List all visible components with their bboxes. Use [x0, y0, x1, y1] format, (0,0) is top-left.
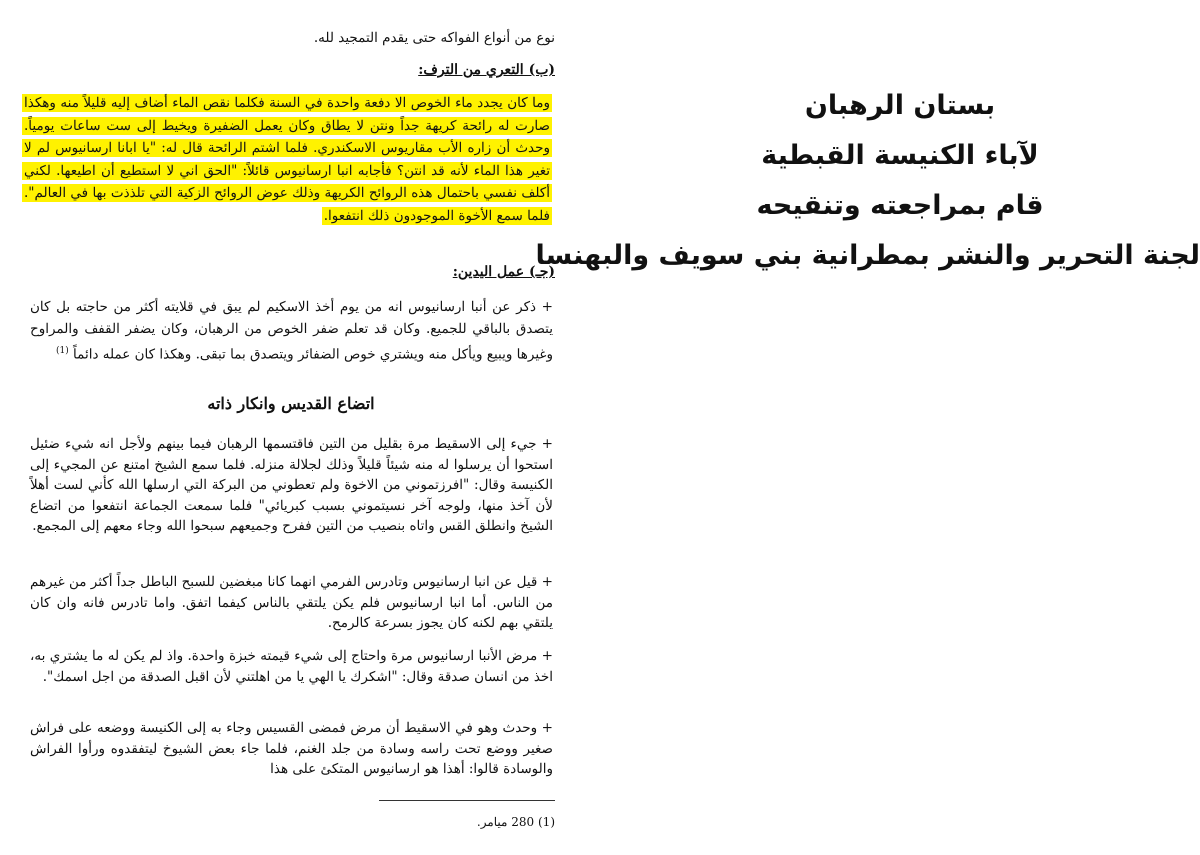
- revision-credit: قام بمراجعته وتنقيحه: [756, 190, 1044, 221]
- paragraph-3: + مرض الأنبا ارسانيوس مرة واحتاج إلى شيء قيمته خبزة واحدة. واذ لم يكن له ما يشتري به، اخذ من انسان صدقة وقال: "اشكرك يا الهي يا من اهلتني لأن اقبل الصدقة من اجل اسمك".: [30, 648, 553, 685]
- book-subtitle: لآباء الكنيسة القبطية: [761, 140, 1039, 171]
- footnote-ref: (1): [55, 346, 69, 356]
- footnote: (1) 280 ميامر.: [476, 815, 555, 829]
- paragraph-4: + وحدث وهو في الاسقيط أن مرض فمضى القسيس وجاء به إلى الكنيسة ووضعه على فراش صغير ووضع تحت راسه وسادة من جلد الغنم، فلما جاء بعض الشيوخ ليتفقدوه ورأوا الفراش والوسادة قالوا: أهذا هو ارسانيوس المتكئ على هذا: [30, 720, 553, 777]
- section-c-paragraph: [30, 296, 553, 366]
- section-c-title: (جـ) عمل اليدين:: [452, 264, 555, 280]
- publisher-committee: لجنة التحرير والنشر بمطرانية بني سويف والبهنسا: [535, 240, 1200, 271]
- paragraph-1: + جيء إلى الاسقيط مرة بقليل من التين فاقتسمها الرهبان فيما بينهم ولأجل انه شيء ضئيل استحوا أن يرسلوا له منه شيئاً قليلاً وذلك لجلالة منزله. فلما سمع الشيخ امتنع عن المجيء إلى الكنيسة وقال: "افرزتموني من الاخوة ولم تعطوني من البركة التي ارسلها الله كأني لست أهلاً لأن آخذ منها، ولوجه آخر نسيتموني بسبب كبريائي" فلما سمعت الجماعة انتفعوا من اتضاع الشيخ وانطلق القس واتاه بنصيب من التين ففرح وجميعهم سبحوا الله وجاء معهم إلى المجمع.: [30, 436, 553, 534]
- book-title: بستان الرهبان: [804, 90, 996, 121]
- section-b-title: (ب) التعري من الترف:: [418, 62, 555, 78]
- paragraph-3-container: [30, 646, 553, 687]
- section-b-text: وما كان يجدد ماء الخوص الا دفعة واحدة في السنة فكلما نقص الماء أضاف إليه قليلاً منه وهكذا صارت له رائحة كريهة جداً ونتن لا يطاق وكان يعمل الضفيرة ويخيط إلى ست ساعات يومياً. وحدث أن زاره الأب مقاريوس الاسكندري. فلما اشتم الرائحة قال له: "يا ابانا ارسانيوس لم لا تغير هذا الماء لأنه قد انتن؟ فأجابه انبا ارسانيوس قائلاً: "الحق اني لا استطيع أن اطيعها. لكني أكلف نفسي باحتمال هذه الروائح الكريهة وذلك عوض الروائح الزكية التي تلذذت بها في العالم". فلما سمع الأخوة الموجودون ذلك انتفعوا.: [24, 95, 550, 224]
- intro-line: نوع من أنواع الفواكه حتى يقدم التمجيد لله.: [313, 30, 555, 46]
- left-page: [18, 0, 564, 855]
- paragraph-1-container: [30, 434, 553, 537]
- highlighted-passage: [22, 92, 552, 227]
- paragraph-4-container: [30, 718, 553, 780]
- section-c-text: + ذكر عن أنبا ارسانيوس انه من يوم أخذ الاسكيم لم يبق في قلايته أكثر من حاجته بل كان يتصدق بالباقي للجميع. وكان قد تعلم ضفر الخوص من الرهبان، وكان يضفر القفف والمراوح وغيرها ويبيع ويأكل منه ويشتري خوص الضفائر ويتصدق بما تبقى. وهكذا كان عمله دائماً: [30, 299, 553, 363]
- paragraph-2: + قيل عن انبا ارسانيوس وتادرس الفرمي انهما كانا مبغضين للسبح الباطل جداً أكثر من غيرهم من الناس. أما انبا ارسانيوس فلم يكن يلتقي بالناس كيفما اتفق. واما تادرس فانه وان كان يلتقي بهم لكنه كان يجوز بسرعة كالرمح.: [30, 574, 553, 631]
- paragraph-2-container: [30, 572, 553, 634]
- section-title: اتضاع القديس وانكار ذاته: [207, 394, 375, 413]
- footnote-divider: [379, 800, 555, 801]
